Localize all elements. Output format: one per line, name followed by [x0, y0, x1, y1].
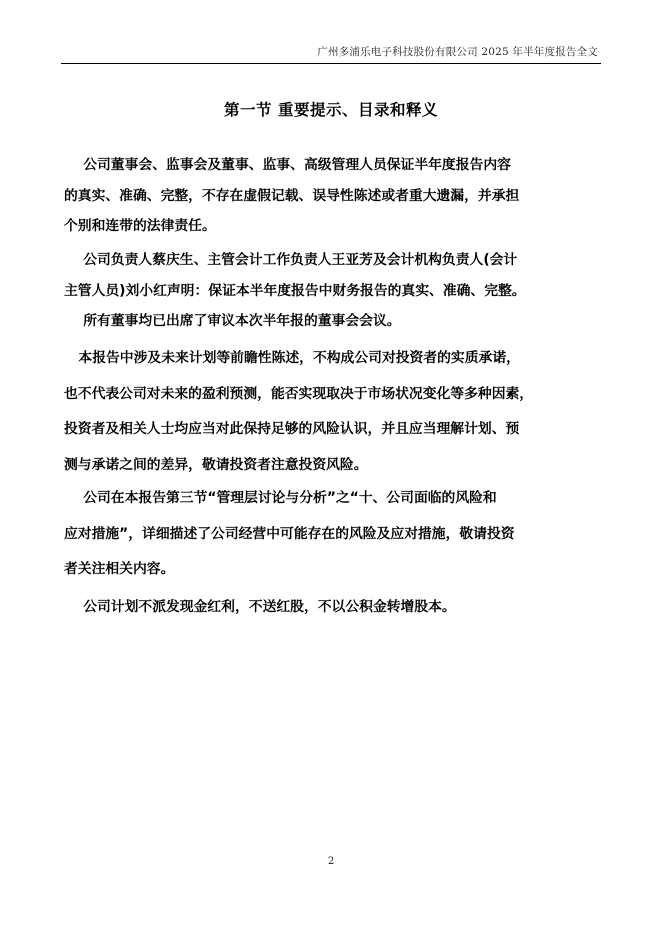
paragraph-line: 主管人员)刘小红声明：保证本半年度报告中财务报告的真实、准确、完整。: [64, 282, 526, 299]
paragraph-forward-looking: [64, 341, 604, 483]
header-title: 广州多浦乐电子科技股份有限公司 2025 年半年度报告全文: [317, 46, 598, 58]
page-number: 2: [327, 856, 335, 867]
paragraph-line: 者关注相关内容。: [64, 561, 175, 577]
paragraph-line: 测与承诺之间的差异，敬请投资者注意投资风险。: [64, 456, 368, 473]
paragraph-line: 应对措施”，详细描述了公司经营中可能存在的风险及应对措施，敬请投资: [64, 525, 515, 542]
paragraph-line: 公司负责人蔡庆生、主管会计工作负责人王亚芳及会计机构负责人(会计: [64, 252, 518, 268]
paragraph-line: 本报告中涉及未来计划等前瞻性陈述，不构成公司对投资者的实质承诺，: [64, 350, 520, 366]
paragraph-line: 公司计划不派发现金红利，不送红股，不以公积金转增股本。: [64, 599, 456, 615]
header-divider: [61, 63, 601, 64]
section-title: 第一节 重要提示、目录和释义: [224, 101, 438, 119]
paragraph-dividend-plan: [64, 592, 604, 622]
paragraph-line: 公司在本报告第三节“管理层讨论与分析”之“十、公司面临的风险和: [64, 490, 497, 506]
paragraph-line: 个别和连带的法律责任。: [64, 218, 216, 234]
paragraph-board-guarantee: [64, 150, 604, 242]
paragraph-line: 投资者及相关人士均应当对此保持足够的风险认识，并且应当理解计划、预: [64, 421, 520, 437]
paragraph-line: 也不代表公司对未来的盈利预测，能否实现取决于市场状况变化等多种因素，: [64, 385, 534, 402]
paragraph-responsible-persons: [64, 245, 604, 306]
paragraph-board-attendance: [64, 306, 604, 337]
paragraph-line: 公司董事会、监事会及董事、监事、高级管理人员保证半年度报告内容: [64, 157, 511, 173]
paragraph-risk-reference: [64, 481, 604, 588]
paragraph-line: 的真实、准确、完整，不存在虚假记载、误导性陈述或者重大遗漏，并承担: [64, 187, 520, 204]
paragraph-line: 所有董事均已出席了审议本次半年报的董事会会议。: [64, 313, 401, 329]
